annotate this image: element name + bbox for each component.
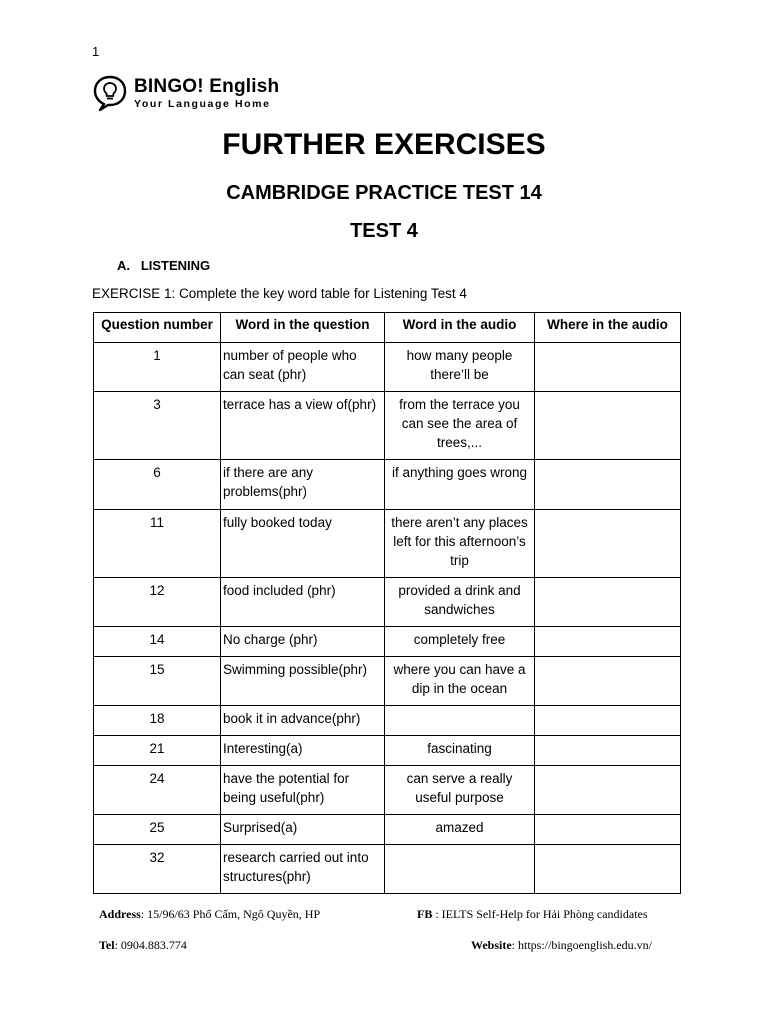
word-in-audio-cell: where you can have a dip in the ocean [385, 657, 535, 706]
where-in-audio-cell[interactable] [535, 766, 681, 815]
footer-telephone [99, 938, 187, 953]
where-in-audio-cell[interactable] [535, 736, 681, 766]
word-in-audio-cell: if anything goes wrong [385, 460, 535, 510]
header-word-in-question: Word in the question [221, 313, 385, 343]
page-title: FURTHER EXERCISES [222, 128, 546, 161]
word-in-question-cell: if there are any problems(phr) [221, 460, 385, 510]
table-row [94, 657, 681, 706]
table-row [94, 460, 681, 510]
word-in-question-cell: terrace has a view of(phr) [221, 392, 385, 460]
website-label: Website [471, 938, 512, 952]
header-question-number: Question number [94, 313, 221, 343]
word-in-question-cell: book it in advance(phr) [221, 706, 385, 736]
word-in-question-cell: No charge (phr) [221, 627, 385, 657]
table-row [94, 510, 681, 578]
fb-label: FB [417, 907, 433, 921]
question-number-cell: 1 [94, 343, 221, 392]
where-in-audio-cell[interactable] [535, 657, 681, 706]
page-number: 1 [92, 44, 100, 59]
where-in-audio-cell[interactable] [535, 460, 681, 510]
question-number-cell: 11 [94, 510, 221, 578]
brand-logo [92, 74, 279, 112]
question-number-cell: 18 [94, 706, 221, 736]
word-in-audio-cell: provided a drink and sandwiches [385, 578, 535, 627]
page-subtitle: CAMBRIDGE PRACTICE TEST 14 [226, 182, 542, 204]
brand-tagline: Your Language Home [134, 97, 271, 110]
table-row [94, 815, 681, 845]
website-value: : https://bingoenglish.edu.vn/ [511, 938, 653, 952]
header-where-in-audio: Where in the audio [535, 313, 681, 343]
word-in-audio-cell: how many people there’ll be [385, 343, 535, 392]
word-in-audio-cell: amazed [385, 815, 535, 845]
where-in-audio-cell[interactable] [535, 706, 681, 736]
where-in-audio-cell[interactable] [535, 343, 681, 392]
table-row [94, 845, 681, 894]
word-in-question-cell: Surprised(a) [221, 815, 385, 845]
table-row [94, 706, 681, 736]
table-row [94, 627, 681, 657]
tel-value: : 0904.883.774 [114, 938, 187, 952]
table-row [94, 736, 681, 766]
table-row [94, 578, 681, 627]
tel-label: Tel [99, 938, 115, 952]
where-in-audio-cell[interactable] [535, 845, 681, 894]
word-in-question-cell: Interesting(a) [221, 736, 385, 766]
table-row [94, 392, 681, 460]
table-row [94, 766, 681, 815]
key-word-table [93, 312, 681, 894]
word-in-audio-cell: from the terrace you can see the area of trees,... [385, 392, 535, 460]
word-in-audio-cell [385, 845, 535, 894]
fb-value: : IELTS Self-Help for Hải Phòng candidates [432, 907, 648, 921]
section-heading: A. LISTENING [117, 258, 211, 273]
word-in-question-cell: have the potential for being useful(phr) [221, 766, 385, 815]
word-in-audio-cell: can serve a really useful purpose [385, 766, 535, 815]
table-header-row [94, 313, 681, 343]
word-in-audio-cell [385, 706, 535, 736]
brand-name: BINGO! English [134, 75, 280, 97]
where-in-audio-cell[interactable] [535, 815, 681, 845]
where-in-audio-cell[interactable] [535, 627, 681, 657]
word-in-question-cell: food included (phr) [221, 578, 385, 627]
address-label: Address [99, 907, 141, 921]
lightbulb-chat-icon [92, 74, 128, 112]
word-in-question-cell: fully booked today [221, 510, 385, 578]
word-in-audio-cell: fascinating [385, 736, 535, 766]
question-number-cell: 21 [94, 736, 221, 766]
exercise-instruction: EXERCISE 1: Complete the key word table for Listening Test 4 [92, 286, 467, 301]
footer-address [99, 907, 320, 922]
question-number-cell: 14 [94, 627, 221, 657]
table-row [94, 343, 681, 392]
question-number-cell: 32 [94, 845, 221, 894]
where-in-audio-cell[interactable] [535, 578, 681, 627]
where-in-audio-cell[interactable] [535, 510, 681, 578]
header-word-in-audio: Word in the audio [385, 313, 535, 343]
question-number-cell: 12 [94, 578, 221, 627]
question-number-cell: 3 [94, 392, 221, 460]
question-number-cell: 25 [94, 815, 221, 845]
address-value: : 15/96/63 Phố Cấm, Ngô Quyền, HP [140, 907, 321, 921]
question-number-cell: 24 [94, 766, 221, 815]
word-in-audio-cell: there aren’t any places left for this afternoon’s trip [385, 510, 535, 578]
footer-website [471, 938, 652, 953]
word-in-question-cell: research carried out into structures(phr) [221, 845, 385, 894]
where-in-audio-cell[interactable] [535, 392, 681, 460]
question-number-cell: 15 [94, 657, 221, 706]
word-in-audio-cell: completely free [385, 627, 535, 657]
word-in-question-cell: Swimming possible(phr) [221, 657, 385, 706]
word-in-question-cell: number of people who can seat (phr) [221, 343, 385, 392]
question-number-cell: 6 [94, 460, 221, 510]
test-label: TEST 4 [350, 220, 418, 242]
footer-facebook [417, 907, 648, 922]
